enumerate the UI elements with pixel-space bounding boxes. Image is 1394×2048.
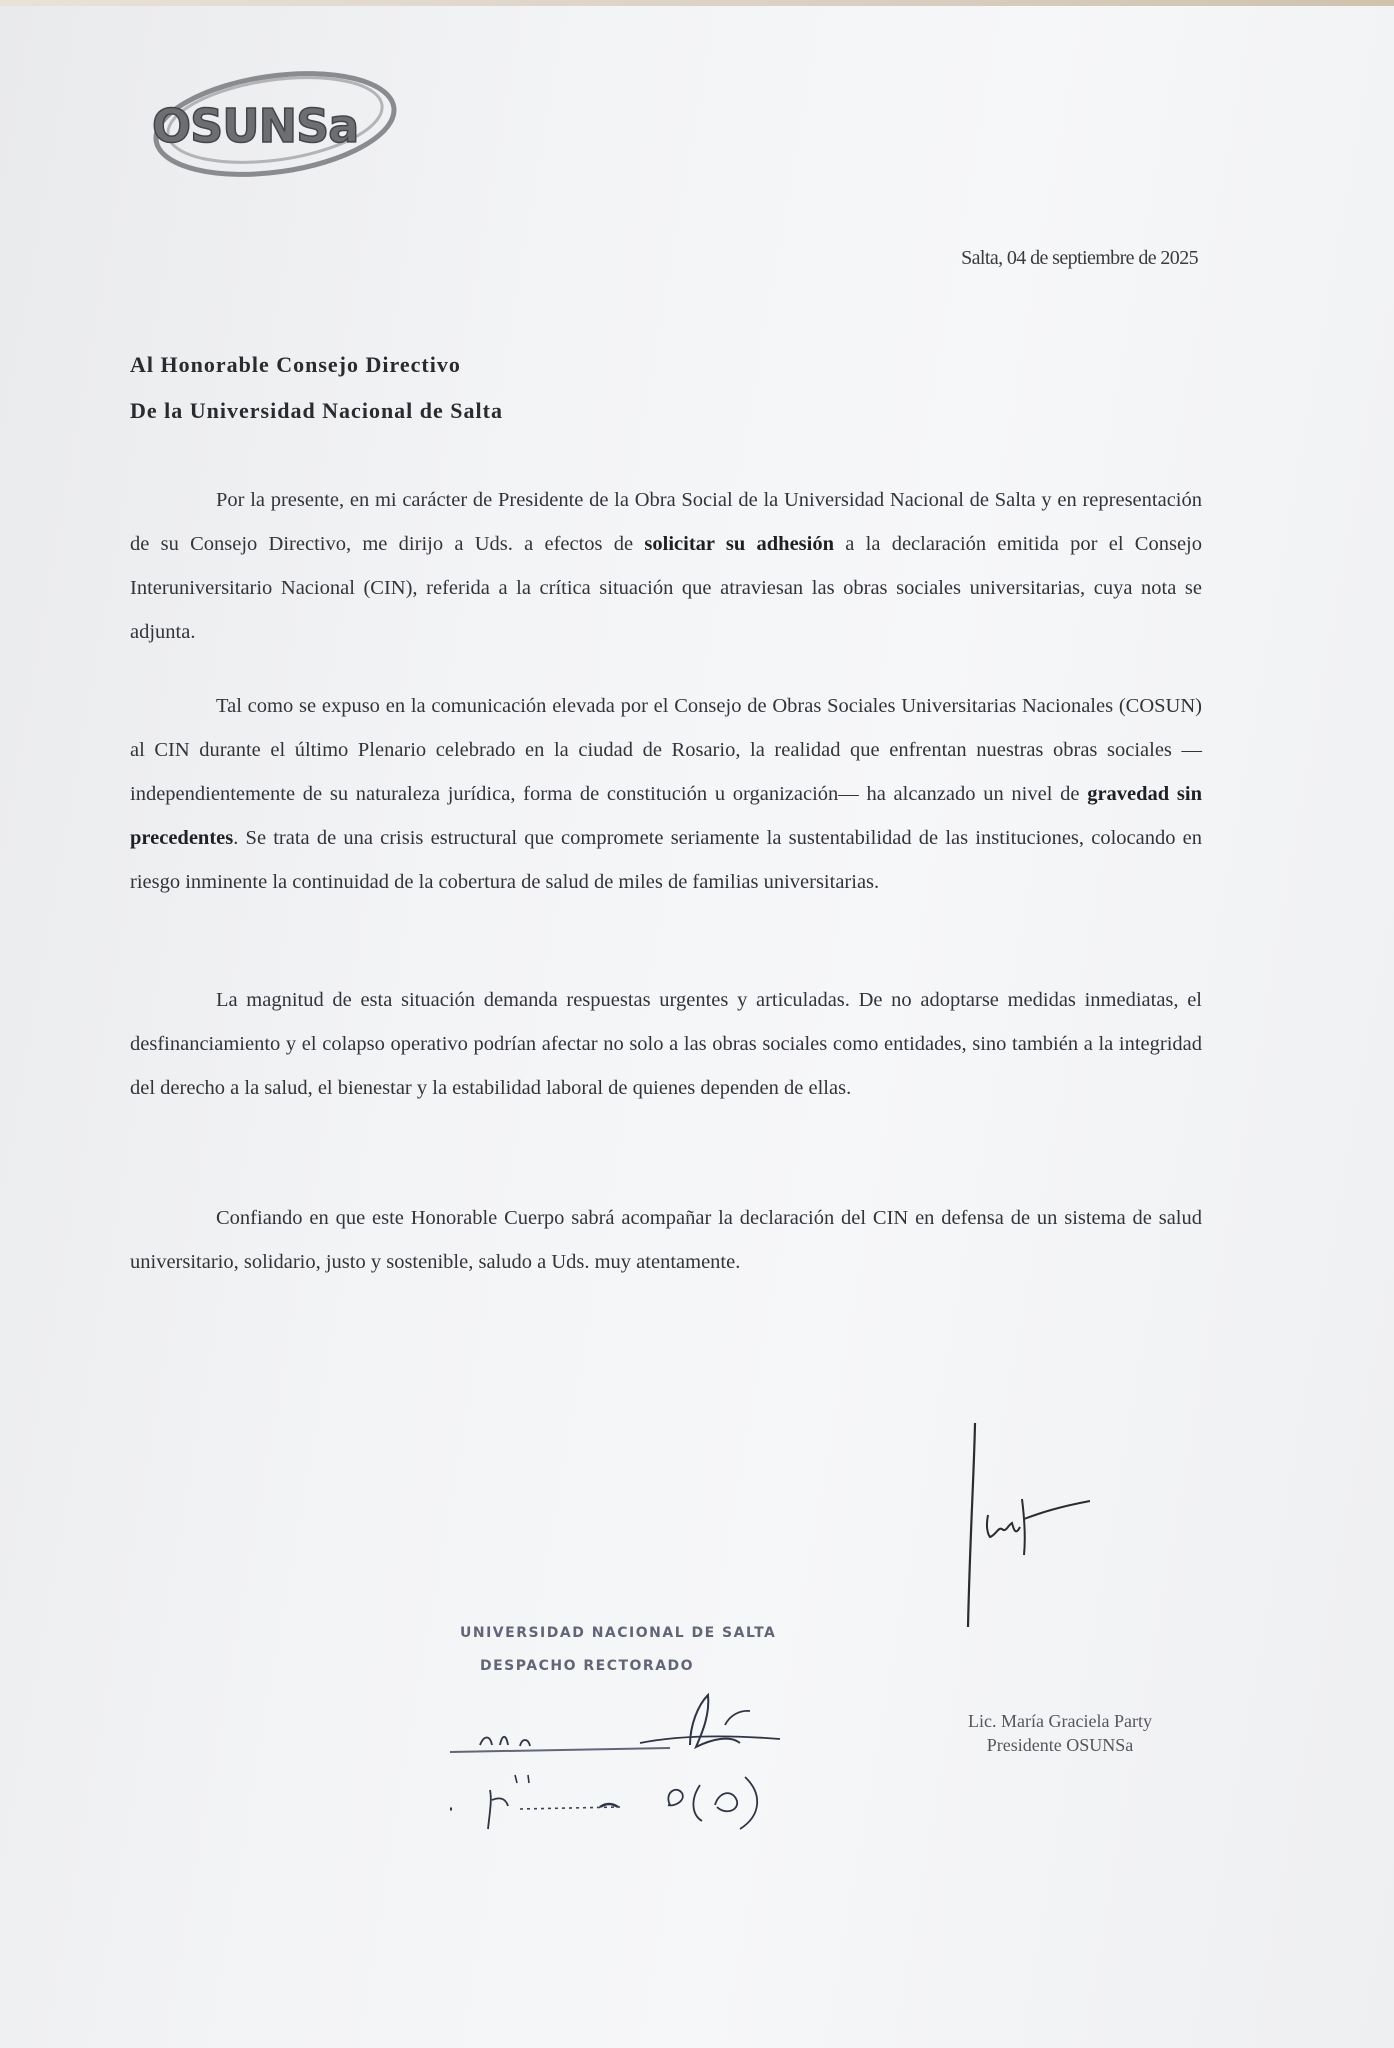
paragraph-2: Tal como se expuso en la comunicación elevada por el Consejo de Obras Sociales Universitarias Nacionales (COSUN) al CIN durante el último Plenario celebrado en la ciudad de Rosario, la realidad que enfrentan nuestras obras sociales —independientemente de su naturaleza jurídica, forma de constitución u organización— ha alcanzado un nivel de gravedad sin precedentes. Se trata de una crisis estructural que compromete seriamente la sustentabilidad de las instituciones, colocando en riesgo inminente la continuidad de la cobertura de salud de miles de familias universitarias. [130,695,1202,893]
top-edge-shadow [0,0,1394,6]
osunsa-logo [140,62,400,182]
handwritten-signature [940,1415,1100,1635]
stamp-handwriting [440,1615,820,1845]
signer-block [900,1709,1220,1757]
stamp-line-1: UNIVERSIDAD NACIONAL DE SALTA [460,1625,777,1641]
addressee-line-1: Al Honorable Consejo Directivo [130,352,461,377]
paragraph-1: Por la presente, en mi carácter de Presidente de la Obra Social de la Universidad Nacional de Salta y en representación de su Consejo Directivo, me dirijo a Uds. a efectos de solicitar su adhesión a la declaración emitida por el Consejo Interuniversitario Nacional (CIN), referida a la crítica situación que atraviesan las obras sociales universitarias, cuya nota se adjunta. [130,489,1202,643]
logo-text: OSUNSa [152,99,359,153]
letter-date: Salta, 04 de septiembre de 2025 [961,247,1198,269]
emphasis-adhesion: solicitar su adhesión [644,533,835,555]
addressee-line-2: De la Universidad Nacional de Salta [130,398,503,423]
reception-stamp [440,1615,820,1845]
paragraph-4: Confiando en que este Honorable Cuerpo sabrá acompañar la declaración del CIN en defensa de un sistema de salud universitario, solidario, justo y sostenible, saludo a Uds. muy atentamente. [130,1207,1202,1273]
emphasis-gravedad: gravedad sin precedentes [130,783,1202,849]
signer-title: Presidente OSUNSa [986,1735,1134,1755]
stamp-line-2: DESPACHO RECTORADO [480,1658,695,1674]
paragraph-3: La magnitud de esta situación demanda respuestas urgentes y articuladas. De no adoptarse medidas inmediatas, el desfinanciamiento y el colapso operativo podrían afectar no solo a las obras sociales como entidades, sino también a la integridad del derecho a la salud, el bienestar y la estabilidad laboral de quienes dependen de ellas. [130,989,1202,1099]
signer-name: Lic. María Graciela Party [968,1711,1152,1731]
